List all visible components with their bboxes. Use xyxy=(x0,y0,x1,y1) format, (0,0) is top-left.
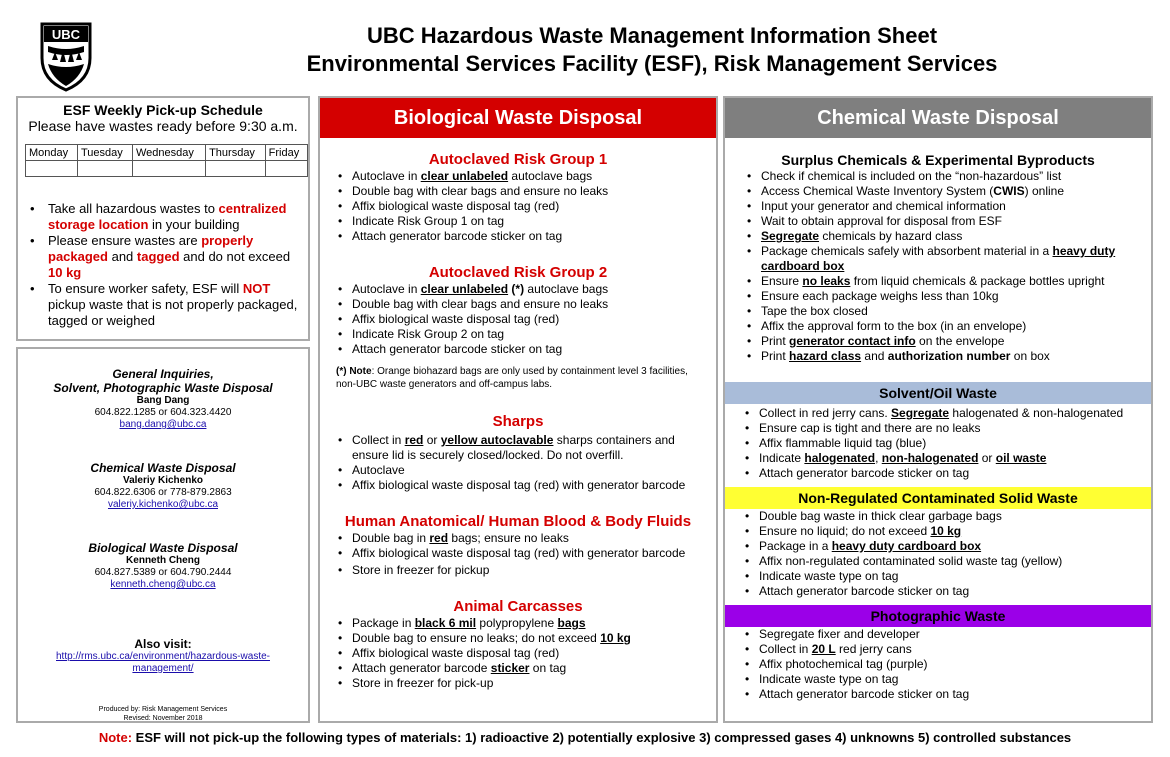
contact-email-link[interactable]: valeriy.kichenko@ubc.ca xyxy=(107,499,218,510)
photographic-list xyxy=(725,627,1151,702)
revision-date: Revised: November 2018 xyxy=(123,715,203,722)
title-line-2: Environmental Services Facility (ESF), Risk Management Services xyxy=(306,51,998,76)
footer-note xyxy=(0,729,1170,747)
contact-email-link[interactable]: kenneth.cheng@ubc.ca xyxy=(110,579,216,590)
list-item: • Input your generator and chemical information xyxy=(743,199,1141,214)
list-item: • Package in a heavy duty cardboard box xyxy=(741,539,1141,554)
list-item: • Affix non-regulated contaminated solid waste tag (yellow) xyxy=(741,554,1141,569)
risk-group-1-list xyxy=(320,169,716,244)
list-item: • Indicate Risk Group 1 on tag xyxy=(334,214,706,229)
list-item: • Affix biological waste disposal tag (red) with generator barcode xyxy=(334,478,706,493)
biological-waste-panel xyxy=(318,96,718,723)
animal-carcasses-title: Animal Carcasses xyxy=(453,598,583,615)
list-item: • Affix photochemical tag (purple) xyxy=(741,657,1141,672)
list-item: • Double bag in red bags; ensure no leaks xyxy=(334,531,706,546)
contact-title: Biological Waste Disposal xyxy=(88,541,238,555)
contact-general xyxy=(18,367,308,431)
list-item: • Affix biological waste disposal tag (red) with generator barcode xyxy=(334,546,706,561)
list-item: • Segregate chemicals by hazard class xyxy=(743,229,1141,244)
list-item: • Affix flammable liquid tag (blue) xyxy=(741,436,1141,451)
animal-carcasses-list xyxy=(320,616,716,691)
list-item: • Double bag to ensure no leaks; do not exceed 10 kg xyxy=(334,631,706,646)
footer-note-label: Note: xyxy=(98,730,133,745)
list-item: • Double bag with clear bags and ensure no leaks xyxy=(334,184,706,199)
list-item: • Attach generator barcode sticker on tag xyxy=(741,466,1141,481)
schedule-table xyxy=(25,144,308,177)
contact-name: Kenneth Cheng xyxy=(126,555,200,566)
human-anatomical-title: Human Anatomical/ Human Blood & Body Fluids xyxy=(344,513,692,530)
contact-title: General Inquiries, xyxy=(112,367,214,381)
list-item: • Take all hazardous wastes to centralized storage location in your building xyxy=(26,201,304,233)
contact-phone: 604.822.1285 or 604.323.4420 xyxy=(94,407,232,418)
list-item: • Ensure no liquid; do not exceed 10 kg xyxy=(741,524,1141,539)
biological-header: Biological Waste Disposal xyxy=(320,98,716,138)
ubc-crest-logo xyxy=(40,22,92,92)
list-item: • Print hazard class and authorization number on box xyxy=(743,349,1141,364)
cell-friday xyxy=(265,161,307,177)
rms-website-link[interactable]: http://rms.ubc.ca/environment/hazardous-waste-management/ xyxy=(56,651,270,674)
contact-email-link[interactable]: bang.dang@ubc.ca xyxy=(119,419,207,430)
list-item: • Check if chemical is included on the “non-hazardous” list xyxy=(743,169,1141,184)
list-item: • Package chemicals safely with absorbent material in a heavy duty cardboard box xyxy=(743,244,1141,274)
list-item: • Affix biological waste disposal tag (red) xyxy=(334,199,706,214)
chemical-waste-panel xyxy=(723,96,1153,723)
visit-label: Also visit: xyxy=(134,637,192,651)
schedule-blank-row xyxy=(26,161,308,177)
schedule-subtitle: Please have wastes ready before 9:30 a.m. xyxy=(28,118,298,134)
day-thursday: Thursday xyxy=(206,145,266,161)
surplus-chemicals-title: Surplus Chemicals & Experimental Byproducts xyxy=(781,152,1095,168)
list-item: • Indicate waste type on tag xyxy=(741,569,1141,584)
contacts-panel xyxy=(16,347,310,723)
list-item: • Autoclave in clear unlabeled (*) autoclave bags xyxy=(334,282,706,297)
day-tuesday: Tuesday xyxy=(77,145,132,161)
cell-thursday xyxy=(206,161,266,177)
chemical-header: Chemical Waste Disposal xyxy=(725,98,1151,138)
list-item: • Ensure no leaks from liquid chemicals & package bottles upright xyxy=(743,274,1141,289)
schedule-title: ESF Weekly Pick-up Schedule xyxy=(63,102,263,118)
schedule-rules-list xyxy=(26,201,304,329)
contact-name: Bang Dang xyxy=(136,395,190,406)
risk-group-1-title: Autoclaved Risk Group 1 xyxy=(428,151,608,168)
surplus-chemicals-list xyxy=(725,169,1151,364)
list-item: • Attach generator barcode sticker on tag xyxy=(741,584,1141,599)
list-item: • Collect in red jerry cans. Segregate halogenated & non-halogenated xyxy=(741,406,1141,421)
list-item: • Ensure each package weighs less than 10kg xyxy=(743,289,1141,304)
list-item: • Store in freezer for pickup xyxy=(334,563,706,578)
list-item: • Indicate Risk Group 2 on tag xyxy=(334,327,706,342)
list-item: • Ensure cap is tight and there are no leaks xyxy=(741,421,1141,436)
pickup-schedule-panel xyxy=(16,96,310,341)
list-item: • Package in black 6 mil polypropylene bags xyxy=(334,616,706,631)
human-anatomical-list xyxy=(320,531,716,578)
list-item: • Collect in red or yellow autoclavable sharps containers and ensure lid is securely closed/locked. Do not overfill. xyxy=(334,433,706,463)
list-item: • Affix biological waste disposal tag (red) xyxy=(334,646,706,661)
list-item: • Affix the approval form to the box (in an envelope) xyxy=(743,319,1141,334)
list-item: • Access Chemical Waste Inventory System (CWIS) online xyxy=(743,184,1141,199)
list-item: • Store in freezer for pick-up xyxy=(334,676,706,691)
non-regulated-solid-list xyxy=(725,509,1151,599)
photographic-title: Photographic Waste xyxy=(725,605,1151,627)
risk-group-2-title: Autoclaved Risk Group 2 xyxy=(428,264,608,281)
list-item: • To ensure worker safety, ESF will NOT pickup waste that is not properly packaged, tagged or weighed xyxy=(26,281,304,329)
orange-bag-note: (*) Note: Orange biohazard bags are only used by containment level 3 facilities, non-UBC waste generators and off-campus labs. xyxy=(336,366,688,390)
list-item: • Indicate halogenated, non-halogenated or oil waste xyxy=(741,451,1141,466)
schedule-header-row xyxy=(26,145,308,161)
list-item: • Attach generator barcode sticker on tag xyxy=(334,229,706,244)
list-item: • Attach generator barcode sticker on tag xyxy=(741,687,1141,702)
page-title xyxy=(150,22,1154,78)
contact-name: Valeriy Kichenko xyxy=(122,475,204,486)
list-item: • Segregate fixer and developer xyxy=(741,627,1141,642)
list-item: • Autoclave in clear unlabeled autoclave bags xyxy=(334,169,706,184)
list-item: • Collect in 20 L red jerry cans xyxy=(741,642,1141,657)
contact-phone: 604.827.5389 or 604.790.2444 xyxy=(94,567,232,578)
solvent-oil-title: Solvent/Oil Waste xyxy=(725,382,1151,404)
list-item: • Attach generator barcode sticker on tag xyxy=(334,661,706,676)
title-line-1: UBC Hazardous Waste Management Information Sheet xyxy=(366,23,938,48)
sharps-title: Sharps xyxy=(492,413,544,430)
list-item: • Attach generator barcode sticker on tag xyxy=(334,342,706,357)
list-item: • Please ensure wastes are properly packaged and tagged and do not exceed 10 kg xyxy=(26,233,304,281)
day-friday: Friday xyxy=(265,145,307,161)
logo-text: UBC xyxy=(51,27,81,42)
list-item: • Double bag waste in thick clear garbage bags xyxy=(741,509,1141,524)
list-item: • Indicate waste type on tag xyxy=(741,672,1141,687)
production-info xyxy=(18,705,308,723)
list-item: • Print generator contact info on the envelope xyxy=(743,334,1141,349)
sharps-list xyxy=(320,433,716,493)
contact-biological xyxy=(18,541,308,591)
cell-tuesday xyxy=(77,161,132,177)
footer-note-text: ESF will not pick-up the following types of materials: 1) radioactive 2) potentially explosive 3) compressed gases 4) unknowns 5) controlled substances xyxy=(132,730,1072,745)
cell-monday xyxy=(26,161,78,177)
contact-title: Solvent, Photographic Waste Disposal xyxy=(53,381,273,395)
list-item: • Double bag with clear bags and ensure no leaks xyxy=(334,297,706,312)
non-regulated-solid-title: Non-Regulated Contaminated Solid Waste xyxy=(725,487,1151,509)
solvent-oil-list xyxy=(725,406,1151,481)
visit-section xyxy=(18,637,308,675)
list-item: • Tape the box closed xyxy=(743,304,1141,319)
cell-wednesday xyxy=(132,161,205,177)
contact-chemical xyxy=(18,461,308,511)
day-monday: Monday xyxy=(26,145,78,161)
day-wednesday: Wednesday xyxy=(132,145,205,161)
contact-title: Chemical Waste Disposal xyxy=(90,461,236,475)
list-item: • Wait to obtain approval for disposal from ESF xyxy=(743,214,1141,229)
produced-by: Produced by: Risk Management Services xyxy=(98,706,228,713)
list-item: • Autoclave xyxy=(334,463,706,478)
list-item: • Affix biological waste disposal tag (red) xyxy=(334,312,706,327)
risk-group-2-list xyxy=(320,282,716,357)
contact-phone: 604.822.6306 or 778-879.2863 xyxy=(94,487,232,498)
